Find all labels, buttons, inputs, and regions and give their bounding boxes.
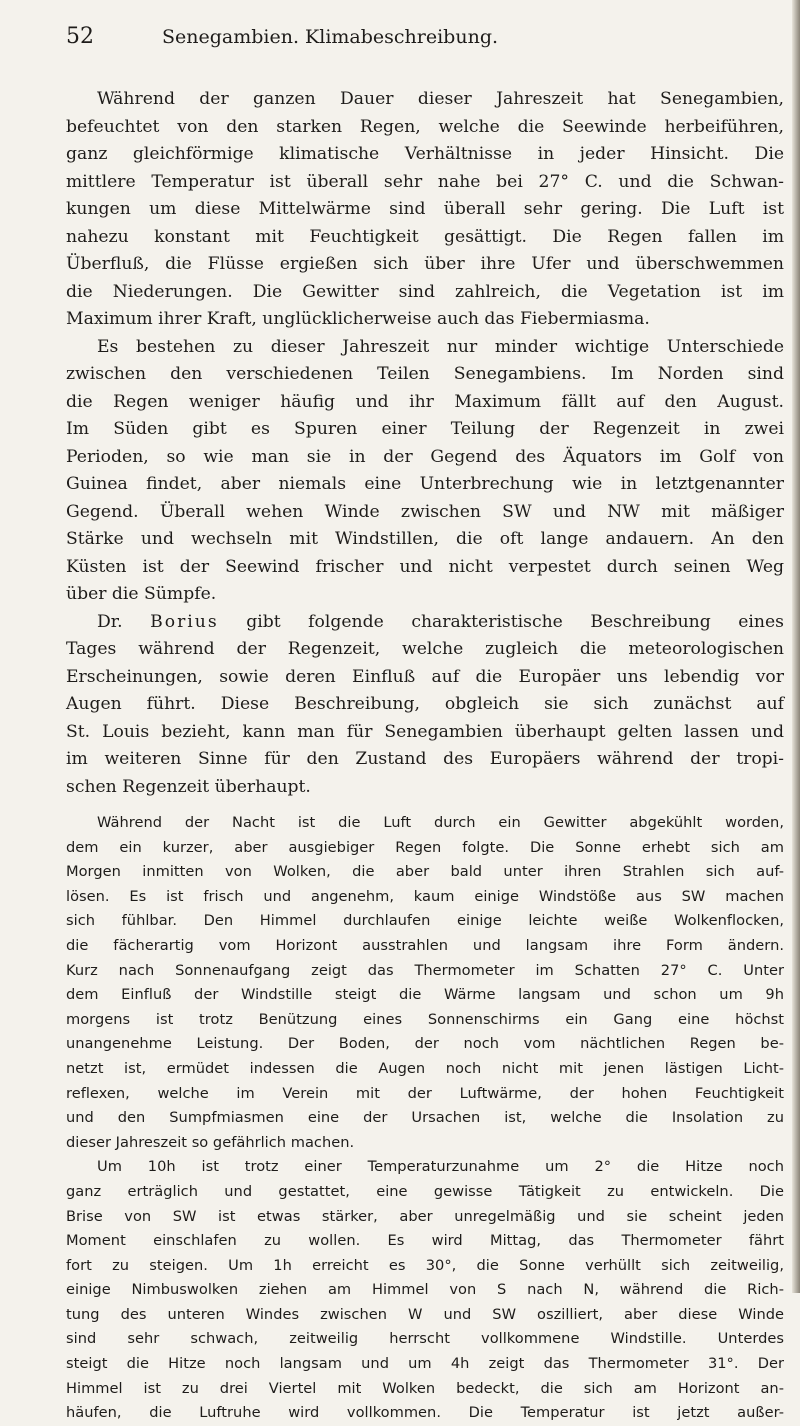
text-line: Perioden, so wie man sie in der Gegend des Äquators im Golf von <box>66 446 784 467</box>
text-line: Guinea findet, aber niemals eine Unterbrechung wie in letztgenannter <box>66 474 784 494</box>
text-line: Stärke und wechseln mit Windstillen, die oft lange andauern. An den <box>66 529 784 549</box>
text-line: Gegend. Überall wehen Winde zwischen SW und NW mit mäßiger <box>66 501 784 522</box>
text-line: Himmel ist zu drei Viertel mit Wolken bedeckt, die sich am Horizont an- <box>66 1379 784 1397</box>
paragraph-3 <box>66 609 784 802</box>
line-rest: gibt folgende charakteristische Beschreibung eines <box>246 611 784 632</box>
text-line: befeuchtet von den starken Regen, welche die Seewinde herbeiführen, <box>66 116 784 137</box>
quoted-description <box>66 811 784 1426</box>
paragraph-2 <box>66 334 784 609</box>
text-line: netzt ist, ermüdet indessen die Augen noch nicht mit jenen lästigen Licht- <box>66 1059 784 1077</box>
text-line: die Regen weniger häufig und ihr Maximum fällt auf den August. <box>66 391 784 412</box>
page-number: 52 <box>66 24 94 49</box>
quote-paragraph-1 <box>66 811 784 1155</box>
text-line: Kurz nach Sonnenaufgang zeigt das Thermometer im Schatten 27° C. Unter <box>66 961 784 979</box>
text-line: Augen führt. Diese Beschreibung, obgleich sie sich zunächst auf <box>66 694 784 714</box>
paragraph-1 <box>66 86 784 334</box>
text-line: Brise von SW ist etwas stärker, aber unregelmäßig und sie scheint jeden <box>66 1207 784 1225</box>
text-line: Im Süden gibt es Spuren einer Teilung der Regenzeit in zwei <box>66 419 784 439</box>
text-line: Moment einschlafen zu wollen. Es wird Mittag, das Thermometer fährt <box>66 1232 784 1250</box>
main-text <box>66 86 784 801</box>
text-line: die fächerartig vom Horizont ausstrahlen und langsam ihre Form ändern. <box>66 936 784 954</box>
text-line: Erscheinungen, sowie deren Einfluß auf die Europäer uns lebendig vor <box>66 666 784 687</box>
author-name: Borius <box>150 611 219 632</box>
text-line: mittlere Temperatur ist überall sehr nahe bei 27° C. und die Schwan- <box>66 171 784 192</box>
text-line: dem Einfluß der Windstille steigt die Wärme langsam und schon um 9h <box>66 986 784 1004</box>
text-line: lösen. Es ist frisch und angenehm, kaum einige Windstöße aus SW machen <box>66 887 784 905</box>
text-line: unangenehme Leistung. Der Boden, der noch vom nächtlichen Regen be- <box>66 1035 784 1053</box>
page-header <box>66 22 766 52</box>
text-line: kungen um diese Mittelwärme sind überall sehr gering. Die Luft ist <box>66 199 784 219</box>
text-line: Küsten ist der Seewind frischer und nicht verpestet durch seinen Weg <box>66 556 784 577</box>
text-line: nahezu konstant mit Feuchtigkeit gesättigt. Die Regen fallen im <box>66 226 784 247</box>
page-body <box>66 86 784 1426</box>
text-line: ganz gleichförmige klimatische Verhältnisse in jeder Hinsicht. Die <box>66 144 784 164</box>
text-line: zwischen den verschiedenen Teilen Senegambiens. Im Norden sind <box>66 364 784 384</box>
text-line: St. Louis bezieht, kann man für Senegambien überhaupt gelten lassen und <box>66 721 784 742</box>
text-line: schen Regenzeit überhaupt. <box>66 776 311 797</box>
text-line: sind sehr schwach, zeitweilig herrscht vollkommene Windstille. Unterdes <box>66 1330 784 1348</box>
text-line: und den Sumpfmiasmen eine der Ursachen ist, welche die Insolation zu <box>66 1109 784 1127</box>
text-line: reflexen, welche im Verein mit der Luftwärme, der hohen Feuchtigkeit <box>66 1084 784 1102</box>
title-prefix: Dr. <box>97 611 123 632</box>
text-line: sich fühlbar. Den Himmel durchlaufen einige leichte weiße Wolkenflocken, <box>66 912 784 930</box>
text-line: die Niederungen. Die Gewitter sind zahlreich, die Vegetation ist im <box>66 281 784 302</box>
text-line: häufen, die Luftruhe wird vollkommen. Die Temperatur ist jetzt außer- <box>66 1404 784 1422</box>
text-line: steigt die Hitze noch langsam und um 4h zeigt das Thermometer 31°. Der <box>66 1355 784 1373</box>
text-line: Überfluß, die Flüsse ergießen sich über ihre Ufer und überschwemmen <box>66 254 784 274</box>
text-line: fort zu steigen. Um 1h erreicht es 30°, die Sonne verhüllt sich zeitweilig, <box>66 1256 784 1274</box>
text-line: Es bestehen zu dieser Jahreszeit nur minder wichtige Unterschiede <box>97 336 784 357</box>
text-line: einige Nimbuswolken ziehen am Himmel von S nach N, während die Rich- <box>66 1281 784 1299</box>
text-line: Morgen inmitten von Wolken, die aber bald unter ihren Strahlen sich auf- <box>66 863 784 881</box>
running-head: Senegambien. Klimabeschreibung. <box>162 26 499 48</box>
text-line: Maximum ihrer Kraft, unglücklicherweise auch das Fiebermiasma. <box>66 309 650 329</box>
text-line: Tages während der Regenzeit, welche zugleich die meteorologischen <box>66 639 784 659</box>
page-edge-shadow <box>792 0 800 1293</box>
text-line: im weiteren Sinne für den Zustand des Europäers während der tropi- <box>66 749 784 769</box>
text-line: dieser Jahreszeit so gefährlich machen. <box>66 1133 355 1151</box>
text-line <box>66 609 784 637</box>
text-line: tung des unteren Windes zwischen W und SW oszilliert, aber diese Winde <box>66 1305 784 1323</box>
text-line: über die Sümpfe. <box>66 584 217 604</box>
text-line: ganz erträglich und gestattet, eine gewisse Tätigkeit zu entwickeln. Die <box>66 1182 784 1200</box>
quote-paragraph-2 <box>66 1155 784 1426</box>
text-line: morgens ist trotz Benützung eines Sonnenschirms ein Gang eine höchst <box>66 1010 784 1028</box>
text-line: Während der Nacht ist die Luft durch ein Gewitter abgekühlt worden, <box>97 814 784 831</box>
text-line: dem ein kurzer, aber ausgiebiger Regen folgte. Die Sonne erhebt sich am <box>66 838 784 856</box>
text-line: Während der ganzen Dauer dieser Jahreszeit hat Senegambien, <box>97 89 784 109</box>
text-line: Um 10h ist trotz einer Temperaturzunahme um 2° die Hitze noch <box>97 1158 784 1176</box>
